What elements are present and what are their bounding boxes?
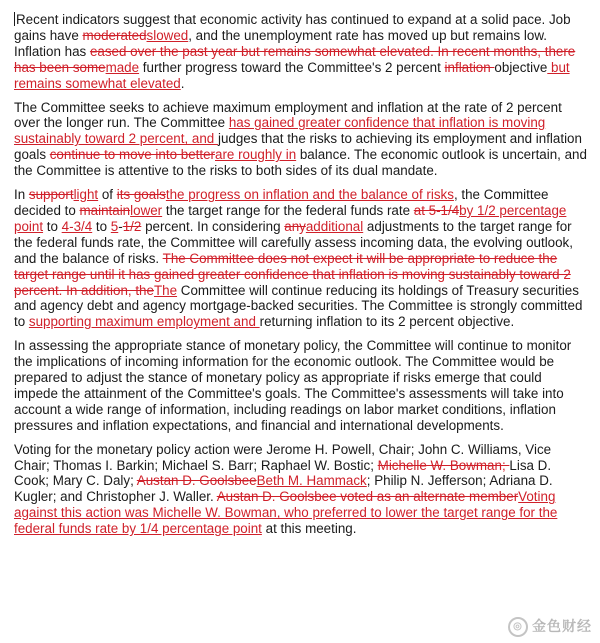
body-text: balance. The economic outlook is uncertain, and the Committee is attentive to the risks to both sides of its dual mandate. [14, 147, 587, 179]
inserted-text: The [153, 282, 178, 298]
deleted-text: The Committee does not expect it will be appropriate to reduce the target range until it has gained greater confidence that inflation is moving sustainably toward 2 percent. In addition, the [14, 250, 571, 298]
deleted-text: moderated [82, 27, 147, 43]
deleted-text: its goals [116, 187, 166, 203]
body-text: The Committee seeks to achieve maximum employment and inflation at the rate of 2 percent over the longer run. The Committee [14, 99, 562, 131]
body-text: judges that the risks to achieving its employment and inflation goals [14, 131, 582, 163]
body-text: Voting for the monetary policy action were Jerome H. Powell, Chair; John C. Williams, Vice Chair; Thomas I. Barkin; Michael S. Barr; Raphael W. Bostic; [14, 441, 552, 473]
inserted-text: Voting against this action was Michelle W. Bowman, who preferred to lower the target range for the federal funds rate by 1/4 percentage point [14, 489, 558, 537]
redline-document [14, 12, 588, 537]
paragraph-committee-goals [14, 100, 588, 180]
body-text: , the Committee decided to [14, 187, 549, 218]
paragraph-voting-record [14, 442, 588, 537]
body-text: In assessing the appropriate stance of monetary policy, the Committee will continue to monitor the implications of incoming information for the economic outlook. The Committee would be prepared to adjust the stance of monetary policy as appropriate if risks emerge that could impede the attainment of the Committee's goals. The Committee's assessments will take into account a wide range of information, including readings on labor market conditions, inflation pressures and inflation expectations, and financial and international developments. [14, 338, 572, 433]
inserted-text: additional [305, 218, 364, 234]
inserted-text: by 1/2 percentage point [14, 202, 567, 234]
body-text: , and the unemployment rate has moved up but remains low. Inflation has [14, 27, 547, 59]
inserted-text: slowed [146, 27, 189, 43]
deleted-text: inflation [444, 59, 495, 75]
deleted-text: Austan D. Goolsbee [136, 473, 257, 489]
deleted-text: maintain [79, 202, 131, 218]
body-text: - [118, 218, 123, 234]
inserted-text: the progress on inflation and the balance of risks [165, 187, 454, 203]
inserted-text: supporting maximum employment and [28, 314, 260, 330]
body-text: to [43, 218, 62, 234]
deleted-text: eased over the past year but remains somewhat elevated. In recent months, there has been some [14, 43, 576, 75]
inserted-text: light [73, 187, 99, 203]
body-text: of [98, 187, 117, 203]
text-cursor [14, 12, 15, 26]
body-text: the target range for the federal funds rate [162, 202, 414, 218]
body-text: returning inflation to its 2 percent objective. [259, 314, 515, 330]
paragraph-policy-decision [14, 187, 588, 330]
watermark [508, 617, 592, 637]
inserted-text: are roughly in [215, 147, 297, 163]
body-text: at this meeting. [261, 521, 357, 537]
inserted-text: Beth M. Hammack [256, 473, 367, 489]
deleted-text: any [284, 218, 306, 234]
watermark-text: 金色财经 [532, 618, 592, 635]
deleted-text: continue to move into better [49, 147, 215, 163]
inserted-text: but remains somewhat elevated [14, 59, 570, 91]
inserted-text: has gained greater confidence that inflation is moving sustainably toward 2 percent, and [14, 115, 546, 147]
body-text: . [180, 75, 185, 91]
inserted-text: lower [130, 202, 163, 218]
deleted-text: Austan D. Goolsbee voted as an alternate member [216, 489, 519, 505]
deleted-text: support [28, 187, 74, 203]
body-text: to [92, 218, 111, 234]
body-text: adjustments to the target range for the federal funds rate, the Committee will carefully assess incoming data, the evolving outlook, and the balance of risks. [14, 218, 573, 266]
deleted-text: 1/2 [122, 218, 142, 234]
coin-logo-icon: ◎ [508, 617, 528, 637]
body-text: ; Philip N. Jefferson; Adriana D. Kugler; and Christopher J. Waller. [14, 473, 553, 505]
body-text: Recent indicators suggest that economic activity has continued to expand at a solid pace. Job gains have [14, 12, 571, 43]
inserted-text: 5 [110, 218, 119, 234]
paragraph-economic-activity [14, 12, 588, 92]
body-text: Lisa D. Cook; Mary C. Daly; [14, 457, 552, 489]
inserted-text: 4-3/4 [61, 218, 93, 234]
inserted-text: made [105, 59, 140, 75]
body-text: Committee will continue reducing its holdings of Treasury securities and agency debt and agency mortgage-backed securities. The Committee is strongly committed to [14, 282, 583, 330]
body-text: objective [494, 59, 548, 75]
paragraph-policy-assessment [14, 338, 588, 433]
deleted-text: Michelle W. Bowman; [377, 457, 510, 473]
body-text: In [14, 187, 29, 203]
deleted-text: at 5-1/4 [413, 202, 460, 218]
body-text: percent. In considering [141, 218, 285, 234]
body-text: further progress toward the Committee's 2 percent [139, 59, 445, 75]
